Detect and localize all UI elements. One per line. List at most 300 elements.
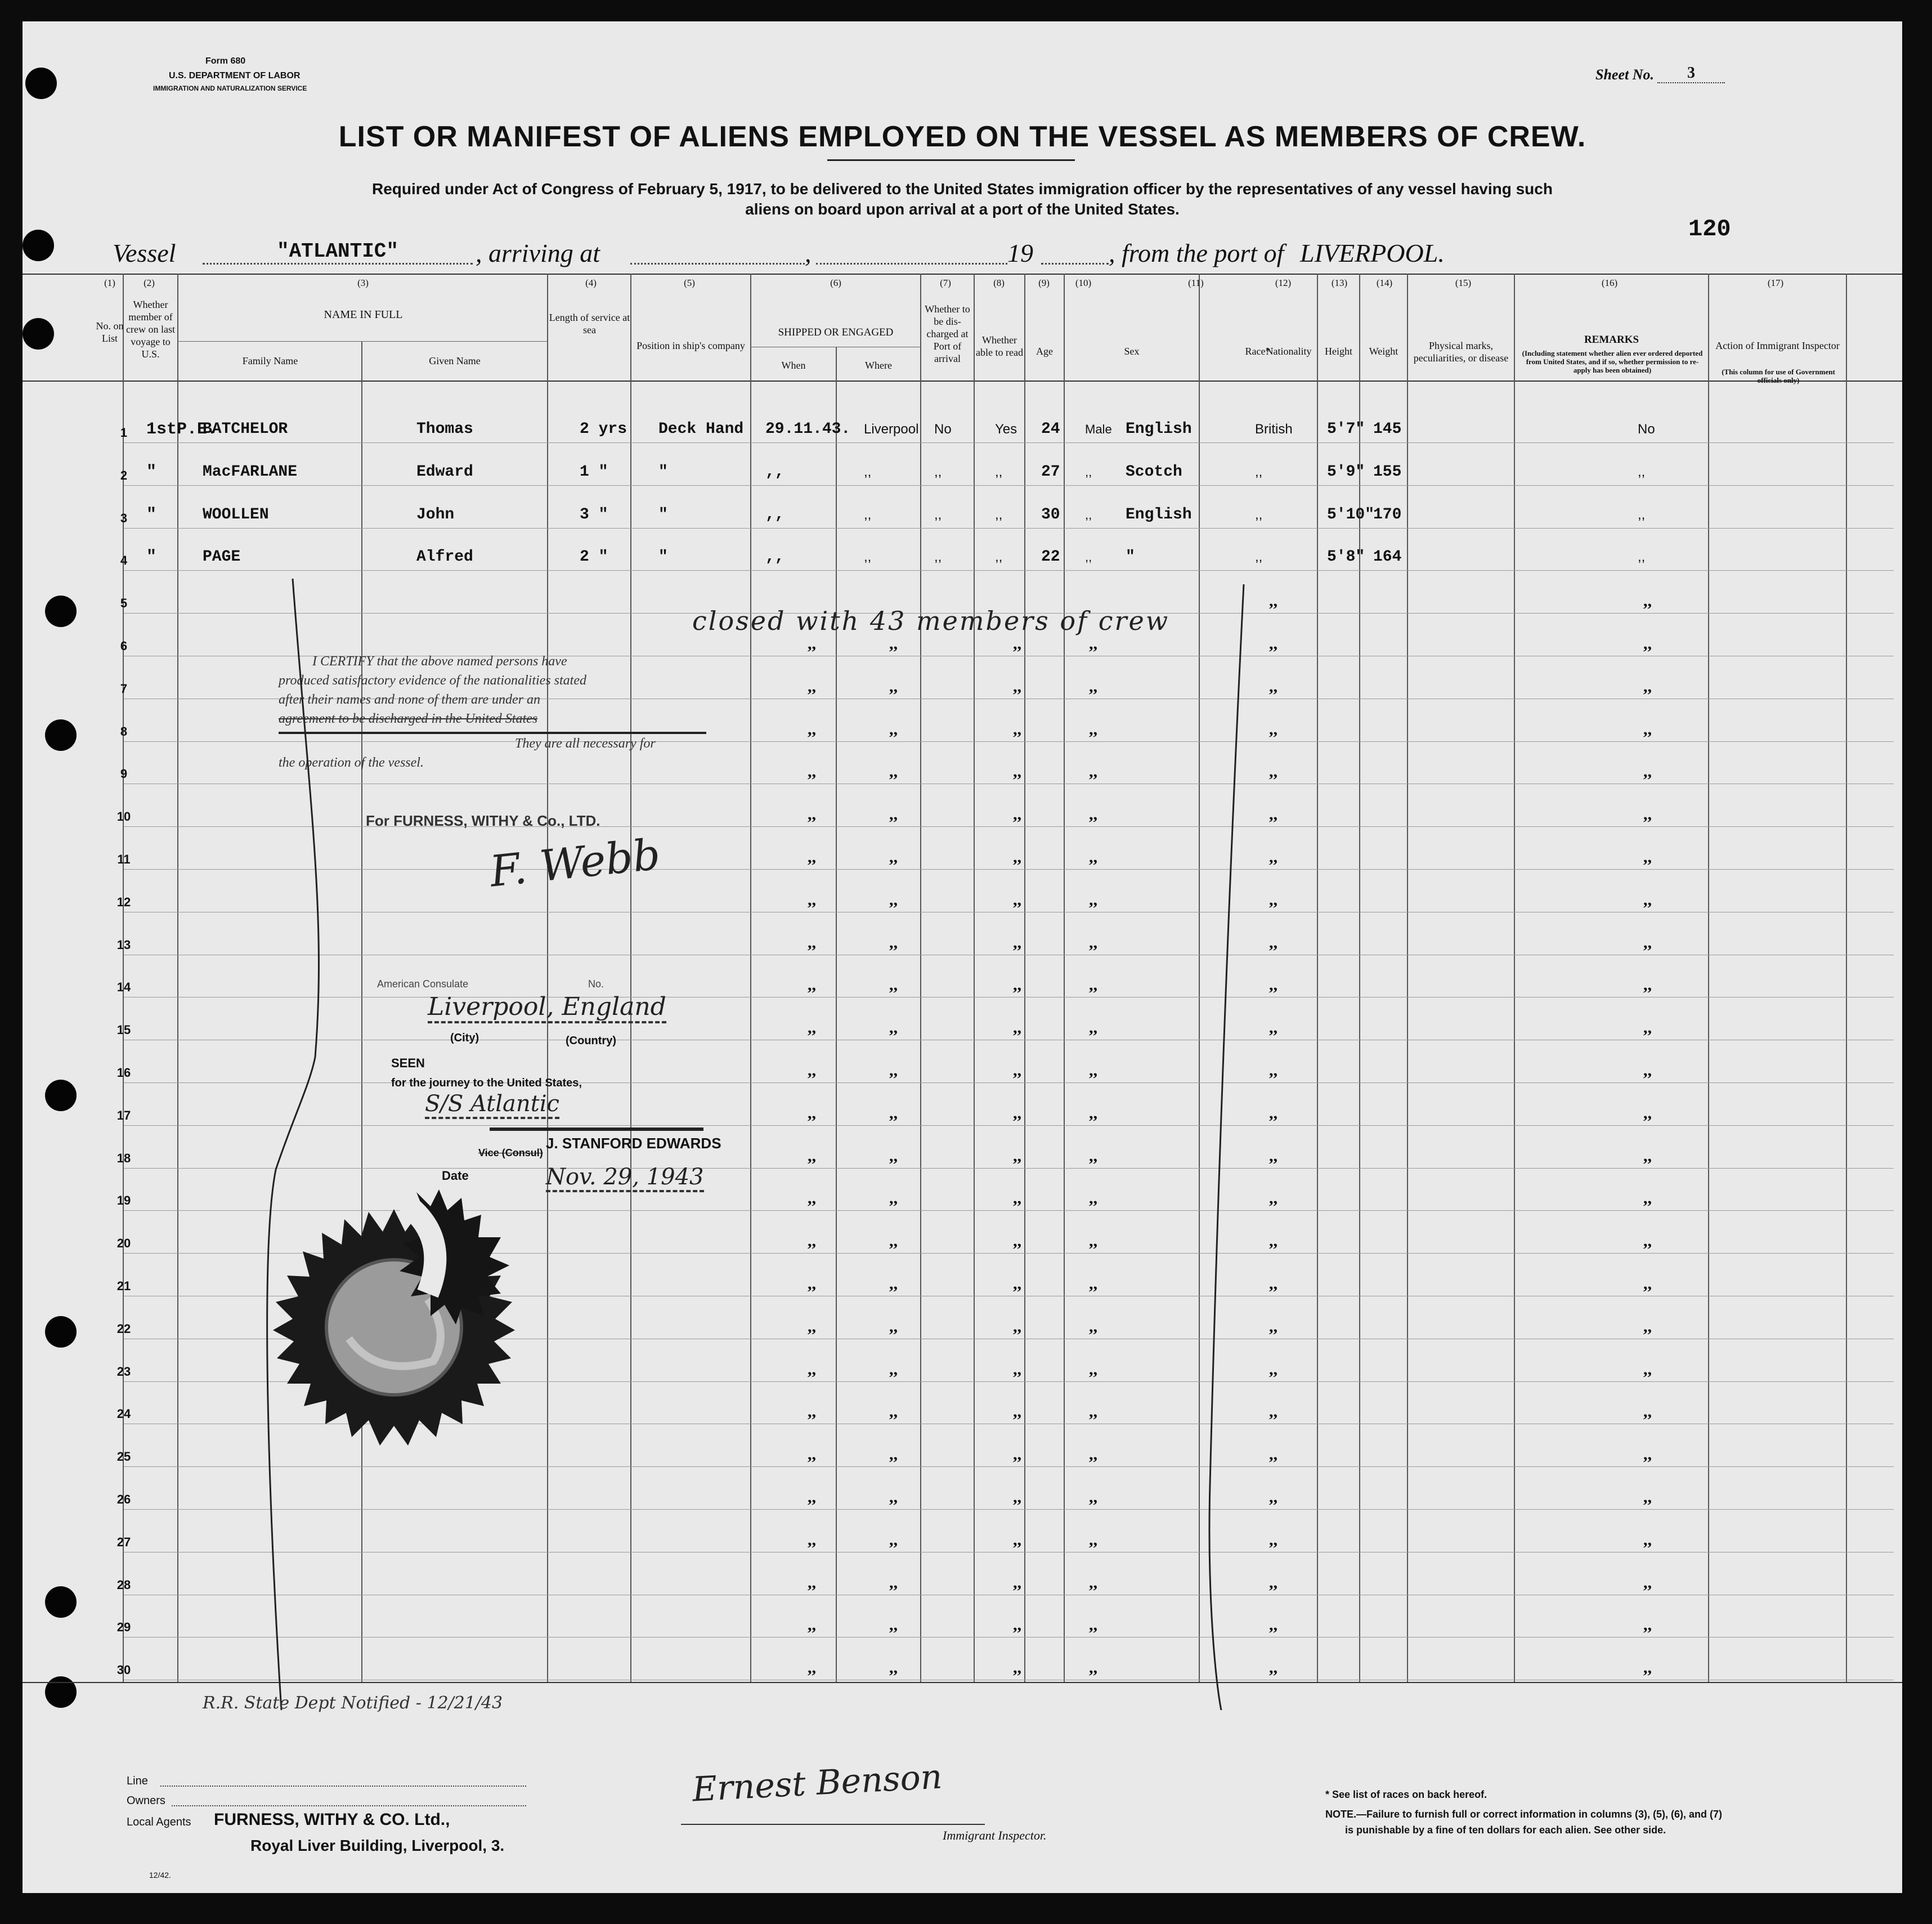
- col-age: Age: [1036, 346, 1053, 357]
- ditto-mark: ,,: [1013, 1616, 1021, 1635]
- sheet-label: Sheet No.: [1595, 66, 1654, 83]
- ditto-mark: ,,: [1269, 1274, 1277, 1293]
- consulate-no-label: No.: [588, 978, 604, 990]
- row-number: 23: [116, 1364, 131, 1379]
- ditto-mark: ,,: [1269, 1232, 1277, 1251]
- ditto-mark: ,,: [889, 1402, 898, 1421]
- cell-member: ": [146, 505, 157, 525]
- row-number: 6: [120, 639, 128, 653]
- ditto-mark: ,,: [1269, 933, 1277, 952]
- cell-age: 24: [1041, 420, 1060, 438]
- ditto-mark: ,,: [1643, 976, 1652, 995]
- cell-sex: ,,: [1085, 507, 1092, 522]
- col-nationality: Nationality: [1266, 346, 1312, 357]
- ditto-mark: ,,: [1089, 1103, 1097, 1122]
- cell-discharged: ,,: [934, 549, 942, 565]
- ditto-mark: ,,: [808, 1658, 816, 1677]
- punch-hole: [23, 318, 54, 350]
- ditto-mark: ,,: [889, 1103, 898, 1122]
- ditto-mark: ,,: [1643, 805, 1652, 824]
- ditto-mark: ,,: [1643, 1146, 1652, 1165]
- cell-family: PAGE: [203, 548, 241, 566]
- ditto-mark: ,,: [1013, 848, 1021, 866]
- cell-remarks: ,,: [1638, 464, 1646, 480]
- cell-nationality: ,,: [1255, 464, 1263, 480]
- second-seal: [383, 1181, 529, 1327]
- ditto-mark: ,,: [808, 1317, 816, 1336]
- row-number: 2: [120, 468, 128, 482]
- col-num: (6): [830, 278, 841, 288]
- ditto-mark: ,,: [1089, 1274, 1097, 1293]
- ditto-mark: ,,: [1269, 1018, 1277, 1037]
- col-discharged: Whether to be dis-charged at Port of arrival: [925, 303, 970, 364]
- ditto-mark: ,,: [1089, 1616, 1097, 1635]
- ditto-mark: ,,: [889, 1488, 898, 1506]
- row-number: 19: [116, 1193, 131, 1208]
- ditto-mark: ,,: [808, 1573, 816, 1592]
- ditto-mark: ,,: [1269, 762, 1277, 781]
- ditto-mark: ,,: [889, 634, 898, 653]
- certify-line: They are all necessary for: [515, 736, 656, 751]
- ditto-mark: ,,: [889, 1274, 898, 1293]
- col-num: (3): [357, 278, 369, 288]
- ditto-mark: ,,: [889, 1359, 898, 1379]
- col-shipped: SHIPPED OR ENGAGED: [778, 326, 894, 338]
- row-number: 1: [120, 426, 128, 440]
- page-title: LIST OR MANIFEST OF ALIENS EMPLOYED ON THE VESSEL AS MEMBERS OF CREW.: [338, 120, 1586, 153]
- col-num: (10): [1075, 278, 1092, 288]
- cell-age: 27: [1041, 463, 1060, 481]
- cell-age: 30: [1041, 505, 1060, 523]
- col-when: When: [781, 360, 806, 371]
- col-num: (15): [1455, 278, 1472, 288]
- ditto-mark: ,,: [1089, 1658, 1097, 1677]
- ditto-mark: ,,: [1269, 1530, 1277, 1549]
- ditto-mark: ,,: [1643, 1573, 1652, 1592]
- ditto-mark: ,,: [1089, 1018, 1097, 1037]
- ditto-mark: ,,: [1013, 1359, 1021, 1379]
- ditto-mark: ,,: [808, 1232, 816, 1251]
- closed-note: closed with 43 members of crew: [692, 606, 1170, 636]
- col-num: (7): [940, 278, 951, 288]
- consulate-consul: J. STANFORD EDWARDS: [546, 1135, 721, 1152]
- col-num: (11): [1188, 278, 1204, 288]
- cell-height: 5'10": [1327, 505, 1375, 523]
- ditto-mark: ,,: [1643, 1061, 1652, 1080]
- row-number: 25: [116, 1449, 131, 1464]
- certify-line: agreement to be discharged in the United States: [279, 712, 538, 726]
- row-number: 5: [120, 596, 128, 611]
- ditto-mark: ,,: [1013, 1402, 1021, 1421]
- ditto-mark: ,,: [1269, 1189, 1277, 1208]
- cell-where: ,,: [864, 507, 872, 522]
- note-line1: NOTE.—Failure to furnish full or correct information in columns (3), (5), (6), and (7): [1325, 1809, 1723, 1820]
- ditto-mark: ,,: [1643, 1359, 1652, 1379]
- ditto-mark: ,,: [889, 933, 898, 952]
- ditto-mark: ,,: [1089, 1317, 1097, 1336]
- page-number: 120: [1688, 216, 1731, 243]
- ditto-mark: ,,: [1013, 1317, 1021, 1336]
- row-number: 21: [116, 1279, 131, 1293]
- col-weight: Weight: [1369, 346, 1398, 357]
- ditto-mark: ,,: [1013, 1274, 1021, 1293]
- ditto-mark: ,,: [1089, 890, 1097, 909]
- ditto-mark: ,,: [1089, 762, 1097, 781]
- ditto-mark: ,,: [1643, 592, 1652, 611]
- ditto-mark: ,,: [1269, 976, 1277, 995]
- row-number: 30: [116, 1663, 131, 1677]
- row-number: 14: [116, 980, 131, 995]
- cell-length: 3 ": [580, 505, 608, 523]
- vessel-label: Vessel: [113, 239, 176, 267]
- ditto-mark: ,,: [1013, 1445, 1021, 1464]
- ditto-mark: ,,: [1269, 677, 1277, 696]
- ditto-mark: ,,: [1269, 1317, 1277, 1336]
- ditto-mark: ,,: [1643, 848, 1652, 866]
- ditto-mark: ,,: [1089, 1488, 1097, 1506]
- ditto-mark: ,,: [889, 1232, 898, 1251]
- ditto-mark: ,,: [1013, 1189, 1021, 1208]
- consulate-ship: S/S Atlantic: [425, 1091, 559, 1119]
- punch-hole: [45, 719, 77, 751]
- col-whether-member: Whether member of crew on last voyage to U.S.: [126, 299, 175, 360]
- ditto-mark: ,,: [1013, 976, 1021, 995]
- col-num: (4): [585, 278, 597, 288]
- cell-member: 1stP.E.: [146, 420, 218, 439]
- ditto-mark: ,,: [808, 1445, 816, 1464]
- ditto-mark: ,,: [1643, 1018, 1652, 1037]
- cell-discharged: No: [934, 422, 952, 437]
- consulate-city-label: (City): [450, 1032, 479, 1044]
- ditto-mark: ,,: [1089, 634, 1097, 653]
- state-dept-note: R.R. State Dept Notified - 12/21/43: [203, 1693, 503, 1713]
- cell-position: ": [658, 548, 668, 566]
- col-num: (12): [1275, 278, 1292, 288]
- cell-race: English: [1126, 420, 1192, 438]
- vessel-name: "ATLANTIC": [203, 240, 473, 265]
- ditto-mark: ,,: [1643, 1189, 1652, 1208]
- row-number: 20: [116, 1236, 131, 1251]
- punch-hole: [45, 1586, 77, 1618]
- inspector-signature: Ernest Benson: [691, 1757, 943, 1810]
- ditto-mark: ,,: [1013, 1061, 1021, 1080]
- cell-nationality: ,,: [1255, 507, 1263, 522]
- ditto-mark: ,,: [808, 1274, 816, 1293]
- ditto-mark: ,,: [1089, 719, 1097, 739]
- ditto-mark: ,,: [808, 634, 816, 653]
- col-action-note: (This column for use of Government officials only): [1722, 368, 1835, 384]
- col-num: (8): [993, 278, 1005, 288]
- ditto-mark: ,,: [1643, 890, 1652, 909]
- ditto-mark: ,,: [1269, 634, 1277, 653]
- service: IMMIGRATION AND NATURALIZATION SERVICE: [153, 84, 307, 92]
- row-number: 16: [116, 1066, 131, 1080]
- cell-race: English: [1126, 505, 1192, 523]
- ditto-mark: ,,: [808, 1359, 816, 1379]
- punch-hole: [45, 1316, 77, 1348]
- consulate-journey: for the journey to the United States,: [391, 1077, 582, 1089]
- punch-hole: [23, 230, 54, 261]
- ditto-mark: ,,: [808, 1189, 816, 1208]
- certify-line: produced satisfactory evidence of the nationalities stated: [279, 673, 586, 688]
- col-remarks-note: (Including statement whether alien ever ordered deported from United States, and if so, whether permission to re-apply has been obtained): [1522, 349, 1703, 374]
- certify-signature: F. Webb: [487, 829, 663, 897]
- row-line: [124, 528, 1894, 529]
- consulate-date: Nov. 29, 1943: [546, 1164, 704, 1192]
- ditto-mark: ,,: [1269, 805, 1277, 824]
- ditto-mark: ,,: [1013, 677, 1021, 696]
- cell-position: Deck Hand: [658, 420, 744, 438]
- ditto-mark: ,,: [808, 1402, 816, 1421]
- inspector-label: Immigrant Inspector.: [943, 1828, 1047, 1842]
- subtitle-line2: aliens on board upon arrival at a port of the United States.: [745, 200, 1180, 218]
- cell-height: 5'9": [1327, 463, 1365, 481]
- consulate-date-label: Date: [442, 1169, 469, 1183]
- col-action: Action of Immigrant Inspector: [1715, 340, 1840, 351]
- row-number: 26: [116, 1492, 131, 1506]
- consulate-country-label: (Country): [566, 1035, 616, 1047]
- col-name-in-full: NAME IN FULL: [324, 308, 403, 321]
- cell-when: ,,: [765, 505, 785, 523]
- ditto-mark: ,,: [808, 719, 816, 739]
- ditto-mark: ,,: [1643, 1488, 1652, 1506]
- row-line: [124, 442, 1894, 443]
- col-num: (1): [104, 278, 115, 288]
- ditto-mark: ,,: [1013, 634, 1021, 653]
- cell-length: 2 yrs: [580, 420, 627, 438]
- ditto-mark: ,,: [1643, 933, 1652, 952]
- row-number: 15: [116, 1023, 131, 1037]
- cell-remarks: No: [1638, 422, 1655, 437]
- row-line: [124, 869, 1894, 870]
- ditto-mark: ,,: [1013, 1573, 1021, 1592]
- cell-read: ,,: [995, 464, 1003, 480]
- ditto-mark: ,,: [889, 805, 898, 824]
- cell-race: Scotch: [1126, 463, 1182, 481]
- ditto-mark: ,,: [1269, 1616, 1277, 1635]
- row-number: 10: [116, 809, 131, 824]
- cell-read: Yes: [995, 422, 1017, 437]
- arriving-label: , arriving at: [476, 239, 600, 267]
- row-number: 29: [116, 1620, 131, 1635]
- ditto-mark: ,,: [1013, 1146, 1021, 1165]
- cell-sex: ,,: [1085, 550, 1092, 565]
- ditto-mark: ,,: [1089, 1061, 1097, 1080]
- ditto-mark: ,,: [889, 677, 898, 696]
- ditto-mark: ,,: [889, 1018, 898, 1037]
- form-number: Form 680: [205, 56, 246, 66]
- ditto-mark: ,,: [1013, 805, 1021, 824]
- cell-remarks: ,,: [1638, 507, 1646, 522]
- ditto-mark: ,,: [1013, 933, 1021, 952]
- cell-weight: 145: [1373, 420, 1402, 438]
- ditto-mark: ,,: [1089, 848, 1097, 866]
- ditto-mark: ,,: [1643, 1232, 1652, 1251]
- ditto-mark: ,,: [1269, 890, 1277, 909]
- row-number: 18: [116, 1151, 131, 1165]
- port-label: , from the port of: [1109, 239, 1284, 267]
- row-line: [124, 1466, 1894, 1467]
- ditto-mark: ,,: [889, 1530, 898, 1549]
- ditto-mark: ,,: [808, 1616, 816, 1635]
- ditto-mark: ,,: [1089, 1189, 1097, 1208]
- department: U.S. DEPARTMENT OF LABOR: [169, 71, 301, 80]
- ditto-mark: ,,: [1013, 719, 1021, 739]
- cell-race: ": [1126, 548, 1135, 566]
- col-length-service: Length of service at sea: [549, 312, 630, 335]
- ditto-mark: ,,: [889, 719, 898, 739]
- row-number: 9: [120, 767, 128, 781]
- ditto-mark: ,,: [808, 762, 816, 781]
- ditto-mark: ,,: [889, 1658, 898, 1677]
- consulate-consul-title: Vice (Consul): [478, 1147, 543, 1158]
- consulate-seen: SEEN: [391, 1056, 425, 1070]
- ditto-mark: ,,: [1269, 1103, 1277, 1122]
- cell-position: ": [658, 505, 668, 523]
- consulate-header: American Consulate: [377, 978, 469, 990]
- ditto-mark: ,,: [808, 976, 816, 995]
- ditto-mark: ,,: [1643, 1658, 1652, 1677]
- ditto-mark: ,,: [808, 1146, 816, 1165]
- ditto-mark: ,,: [1013, 1488, 1021, 1506]
- row-line: [124, 570, 1894, 571]
- ditto-mark: ,,: [1269, 1359, 1277, 1379]
- ditto-mark: ,,: [1269, 1445, 1277, 1464]
- ditto-mark: ,,: [1089, 677, 1097, 696]
- ditto-mark: ,,: [1643, 677, 1652, 696]
- ditto-mark: ,,: [1643, 1103, 1652, 1122]
- ditto-mark: ,,: [889, 1146, 898, 1165]
- ditto-mark: ,,: [889, 1445, 898, 1464]
- ditto-mark: ,,: [808, 848, 816, 866]
- sheet-number: 3: [1657, 64, 1725, 83]
- cell-read: ,,: [995, 507, 1003, 522]
- ditto-mark: ,,: [1269, 1061, 1277, 1080]
- ditto-mark: ,,: [1089, 1573, 1097, 1592]
- cell-sex: ,,: [1085, 464, 1092, 479]
- ditto-mark: ,,: [1643, 719, 1652, 739]
- cell-position: ": [658, 463, 668, 481]
- col-num: (5): [684, 278, 695, 288]
- manifest-page: Form 680 U.S. DEPARTMENT OF LABOR IMMIGRATION AND NATURALIZATION SERVICE Sheet No. 3 LIST OR MANIFEST OF ALIENS EMPLOYED ON THE VESSEL AS MEMBERS OF CREW. Required under Act of Congress of February 5, 1917, to be delivered to the United States immigration officer by the representatives of any vessel having such aliens on board upon arrival at a port of the United States. 120 Vessel "ATLANTIC" , arriving at , 19 , from the port of LIVERPOOL. (1) (2) (3) (4) (5) (6) (7) (8) (9) (10) (11) (12) (13) (14) (15) (16) (17) No. on List Whether member of crew on last voyage to U.S. NAME IN FULL Family Name Given Name Length of service at sea Position in ship's company SHIPPED OR ENGAGED When Where Whether to be dis-charged at Port of arrival Whether able to read Age Sex Race* Nationality Height Weight Physical marks, peculiarities, or disease REMARKS (Including statement whether alien ever ordered deported from United States, and if so, whether permission to re-apply has been obtained) Action of Immigrant Inspector (This column for use of Government officials only) 1 2 3 4 5 6 7 8 9 10 11 12 13 14 15 16 17 18 19 20 21 22 23 24 25 26 27 28 29 30 1stP.E. BATCHELOR Thomas 2 yrs Deck Hand 29.11.43. Liverpool No Yes 24 Male English British 5'7" 145 No " MacFARLANE Edward 1 " " ,, ,, ,, ,, 27 ,, Scotch ,, 5'9" 155 ,, " WOOLLEN John 3 " " ,, ,, ,, ,, 30 ,, English ,, 5'10" 170 ,, " PAGE Alfred 2 " " ,, ,, ,, ,, 22 ,, " ,, 5'8" 164 ,, ,, ,, ,, ,, ,, ,, ,, ,, ,, ,, ,, ,, ,, ,, ,, ,, ,, ,, ,, ,, ,, ,, ,, ,, ,, ,, ,, ,, ,, ,, ,, ,, ,, ,, ,, ,, ,, ,, ,, ,, ,, ,, ,, ,, ,, ,, ,, ,, ,, ,, ,, ,, ,, ,, ,, ,, ,, ,, ,, ,, ,, ,, ,, ,, ,, ,, ,, ,, ,, ,, ,, ,, ,, ,, ,, ,, ,, ,, ,, ,, ,, ,, ,, ,, ,, ,, ,, ,, ,, ,, ,, ,, ,, ,, ,, ,, ,, ,, ,, ,, ,, ,, ,, ,, ,, ,, ,, ,, ,, ,, ,, ,, ,, ,, ,, ,, ,, ,, ,, ,, ,, ,, ,, ,, ,, ,, ,, ,, ,, ,, ,, ,, ,, ,, ,, ,, ,, ,, ,, ,, ,, ,, ,, ,, ,, ,, ,, ,, ,, ,, ,, ,, closed with 43 members of crew I CERTIFY that the above named persons have produced satisfactory evidence of the nationalities stated after their names and none of them are under an agreement to be discharged in the United States They are all necessary for the operation of the vessel. For FURNESS, WITHY & Co., LTD. F. Webb American Consulate No. Liverpool, England (City) (Country) SEEN for the journey to the United States, S/S Atlantic J. STANFORD EDWARDS Vice (Consul) Date Nov. 29, 1943 R.R. State Dept Notified - 12/21/43 Line Owners Local Agents FURNESS, WITHY & CO. Ltd., Royal Liver Building, Liverpool, 3. 12/42. Ernest Benson Immigrant Inspector. * See list of races on back hereof. NOTE.—Failure to furnish full or correct information in columns (3), (5), (6), and (7) is punishable by a fine of ten dollars for each alien. See other side.: [23, 21, 1902, 1893]
- cell-length: 2 ": [580, 548, 608, 566]
- note-line2: is punishable by a fine of ten dollars for each alien. See other side.: [1345, 1824, 1666, 1836]
- races-note: * See list of races on back hereof.: [1325, 1789, 1487, 1800]
- cell-where: Liverpool: [864, 422, 919, 437]
- row-line: [124, 1125, 1894, 1126]
- col-sex: Sex: [1124, 346, 1140, 357]
- ditto-mark: ,,: [889, 890, 898, 909]
- row-number: 11: [117, 852, 131, 866]
- ditto-mark: ,,: [808, 1018, 816, 1037]
- row-number: 17: [116, 1108, 131, 1122]
- cell-when: ,,: [765, 463, 785, 481]
- cell-height: 5'7": [1327, 420, 1365, 438]
- col-height: Height: [1325, 346, 1352, 357]
- owners-label: Owners: [127, 1795, 165, 1807]
- ditto-mark: ,,: [1269, 1573, 1277, 1592]
- punch-hole: [45, 1676, 77, 1708]
- ditto-mark: ,,: [1013, 1530, 1021, 1549]
- margin-line-left: [248, 579, 360, 1710]
- ditto-mark: ,,: [1269, 1488, 1277, 1506]
- col-num: (2): [144, 278, 155, 288]
- col-remarks: REMARKS: [1584, 334, 1639, 346]
- col-num: (14): [1376, 278, 1393, 288]
- certify-company: For FURNESS, WITHY & Co., LTD.: [366, 812, 600, 829]
- row-number: 22: [116, 1321, 131, 1336]
- cell-given: John: [416, 505, 455, 523]
- ditto-mark: ,,: [1643, 1530, 1652, 1549]
- ditto-mark: ,,: [808, 933, 816, 952]
- col-no-on-list: No. on List: [96, 320, 124, 344]
- agents-name: FURNESS, WITHY & CO. Ltd.,: [214, 1810, 450, 1829]
- cell-weight: 155: [1373, 463, 1402, 481]
- agents-address: Royal Liver Building, Liverpool, 3.: [250, 1837, 505, 1854]
- col-num: (16): [1601, 278, 1618, 288]
- ditto-mark: ,,: [1089, 1530, 1097, 1549]
- ditto-mark: ,,: [1013, 890, 1021, 909]
- ditto-mark: ,,: [808, 677, 816, 696]
- row-number: 3: [120, 511, 128, 525]
- cell-member: ": [146, 548, 157, 567]
- ditto-mark: ,,: [1013, 1103, 1021, 1122]
- row-line: [124, 1509, 1894, 1510]
- col-num: (13): [1331, 278, 1348, 288]
- date-field: [816, 261, 1007, 265]
- cell-height: 5'8": [1327, 548, 1365, 566]
- ditto-mark: ,,: [1013, 1232, 1021, 1251]
- ditto-mark: ,,: [889, 762, 898, 781]
- ditto-mark: ,,: [1269, 848, 1277, 866]
- row-number: 27: [116, 1534, 131, 1549]
- col-family-name: Family Name: [242, 355, 298, 366]
- row-number: 28: [116, 1577, 131, 1592]
- ditto-mark: ,,: [1089, 976, 1097, 995]
- ditto-mark: ,,: [889, 1189, 898, 1208]
- certify-line: after their names and none of them are under an: [279, 692, 541, 707]
- line-label: Line: [127, 1775, 148, 1787]
- ditto-mark: ,,: [889, 1616, 898, 1635]
- row-number: 8: [120, 724, 128, 739]
- ditto-mark: ,,: [889, 1061, 898, 1080]
- ditto-mark: ,,: [808, 1530, 816, 1549]
- cell-nationality: ,,: [1255, 549, 1263, 565]
- subtitle-line1: Required under Act of Congress of February 5, 1917, to be delivered to the United States immigration officer by the representatives of any vessel having such: [372, 180, 1553, 198]
- ditto-mark: ,,: [889, 1573, 898, 1592]
- punch-hole: [45, 596, 77, 627]
- row-number: 13: [116, 937, 131, 952]
- cell-weight: 164: [1373, 548, 1402, 566]
- ditto-mark: ,,: [1269, 1658, 1277, 1677]
- cell-length: 1 ": [580, 463, 608, 481]
- ditto-mark: ,,: [1089, 805, 1097, 824]
- margin-line-right: [1182, 584, 1249, 1710]
- punch-hole: [45, 1080, 77, 1111]
- row-line: [124, 1082, 1894, 1083]
- ditto-mark: ,,: [1089, 1445, 1097, 1464]
- cell-nationality: British: [1255, 422, 1293, 437]
- ditto-mark: ,,: [1643, 1445, 1652, 1464]
- agents-label: Local Agents: [127, 1816, 191, 1828]
- cell-given: Edward: [416, 463, 473, 481]
- ditto-mark: ,,: [1643, 762, 1652, 781]
- cell-discharged: ,,: [934, 507, 942, 522]
- cell-member: ": [146, 462, 157, 482]
- ditto-mark: ,,: [1643, 1616, 1652, 1635]
- cell-weight: 170: [1373, 505, 1402, 523]
- col-num: (17): [1767, 278, 1784, 288]
